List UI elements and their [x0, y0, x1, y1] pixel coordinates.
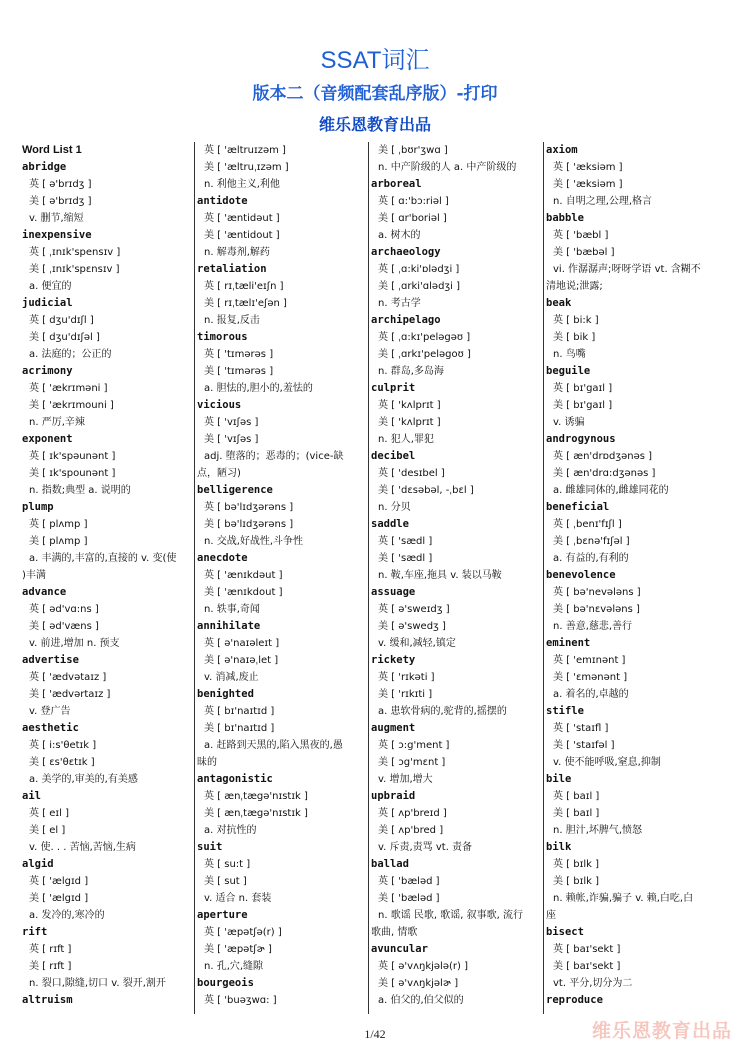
- pronunciation: 英 [ ə'sweɪdʒ ]: [378, 604, 450, 615]
- definition: n. 鸟嘴: [553, 349, 586, 360]
- pronunciation: 英 [ 'ædvətaɪz ]: [29, 672, 107, 683]
- pronunciation: 美 [ 'æltruˌɪzəm ]: [204, 162, 289, 173]
- definition: n. 报复,反击: [204, 315, 260, 326]
- definition: n. 孔,穴,缝隙: [204, 961, 264, 972]
- headword: eminent: [546, 637, 591, 649]
- definition: n. 轶事,奇闻: [204, 604, 260, 615]
- definition: v. 诱骗: [553, 417, 585, 428]
- pronunciation: 英 [ 'bæləd ]: [378, 876, 440, 887]
- headword: axiom: [546, 144, 578, 156]
- pronunciation: 英 [ ˌɑ:kɪ'peləgəʊ ]: [378, 332, 471, 343]
- pronunciation: 美 [ 'kʌlprɪt ]: [378, 417, 441, 428]
- headword: retaliation: [197, 263, 267, 275]
- pronunciation: 英 [ 'æksiəm ]: [553, 162, 623, 173]
- headword: aesthetic: [22, 722, 79, 734]
- pronunciation: 美 [ 'vɪʃəs ]: [204, 434, 259, 445]
- pronunciation: 英 [ baɪ'sekt ]: [553, 944, 621, 955]
- headword: androgynous: [546, 433, 616, 445]
- watermark-logo: 维乐恩教育出品: [591, 1020, 732, 1042]
- definition: vt. 平分,切分为二: [553, 978, 633, 989]
- definition: a. 赶路到天黑的,陷入黑夜的,愚: [204, 740, 343, 751]
- pronunciation: 英 [ 'tɪmərəs ]: [204, 349, 274, 360]
- pronunciation: 美 [ ɑr'boriəl ]: [378, 213, 447, 224]
- definition: vi. 作潺潺声;呀呀学语 vt. 含糊不: [553, 264, 701, 275]
- column-divider: [194, 142, 195, 1014]
- pronunciation: 英 [ 'staɪfl ]: [553, 723, 609, 734]
- definition: a. 患软骨病的,驼背的,摇摆的: [378, 706, 507, 717]
- headword: inexpensive: [22, 229, 92, 241]
- definition: a. 有益的,有利的: [553, 553, 629, 564]
- pronunciation: 英 [ 'kʌlprɪt ]: [378, 400, 441, 411]
- pronunciation: 美 [ dʒu'dɪʃəl ]: [29, 332, 100, 343]
- pronunciation: 英 [ 'æpətʃə(r) ]: [204, 927, 282, 938]
- pronunciation: 美 [ 'rɪkɪti ]: [378, 689, 433, 700]
- document-header: [0, 46, 750, 136]
- list-heading: Word List 1: [22, 144, 82, 156]
- pronunciation: 美 [ bik ]: [553, 332, 596, 343]
- definition: v. 斥责,责骂 vt. 责备: [378, 842, 473, 853]
- pronunciation: 英 [ 'ækrɪməni ]: [29, 383, 108, 394]
- definition: n. 指数;典型 a. 说明的: [29, 485, 131, 496]
- document-title: SSAT词汇: [320, 47, 430, 74]
- column-3: [371, 142, 541, 1014]
- pronunciation: 英 [ ˌɑ:ki'ɒlədʒi ]: [378, 264, 460, 275]
- pronunciation: 美 [ bə'lɪdʒərəns ]: [204, 519, 294, 530]
- definition: v. 缓和,减轻,镇定: [378, 638, 456, 649]
- definition: v. 消减,废止: [204, 672, 259, 683]
- definition: adj. 堕落的；恶毒的；(vice-缺: [204, 451, 344, 462]
- pronunciation: 英 [ plʌmp ]: [29, 519, 88, 530]
- pronunciation: 英 [ 'bæbl ]: [553, 230, 609, 241]
- definition: v. 适合 n. 套装: [204, 893, 272, 904]
- headword: annihilate: [197, 620, 261, 632]
- pronunciation: 英 [ 'emɪnənt ]: [553, 655, 626, 666]
- definition: n. 善意,慈悲,善行: [553, 621, 633, 632]
- headword: upbraid: [371, 790, 416, 802]
- definition: n. 利他主义,利他: [204, 179, 280, 190]
- headword: reproduce: [546, 994, 603, 1006]
- pronunciation: 英 [ ˌɪnɪk'spensɪv ]: [29, 247, 121, 258]
- pronunciation: 英 [ əd'vɑ:ns ]: [29, 604, 99, 615]
- headword: exponent: [22, 433, 73, 445]
- headword: ail: [22, 790, 41, 802]
- headword: stifle: [546, 705, 584, 717]
- definition-continued: 歌曲, 情歌: [371, 927, 418, 938]
- definition: n. 赖帐,诈骗,骗子 v. 赖,白吃,白: [553, 893, 694, 904]
- pronunciation: 美 [ bɪ'gaɪl ]: [553, 400, 613, 411]
- pronunciation: 美 [ ə'naɪəˌlet ]: [204, 655, 279, 666]
- pronunciation: 英 [ 'vɪʃəs ]: [204, 417, 259, 428]
- column-4: [546, 142, 716, 1014]
- headword: beak: [546, 297, 572, 309]
- headword: bisect: [546, 926, 584, 938]
- headword: augment: [371, 722, 416, 734]
- definition: v. 前进,增加 n. 预支: [29, 638, 120, 649]
- column-divider: [368, 142, 369, 1014]
- pronunciation: 美 [ ɔg'mɛnt ]: [378, 757, 446, 768]
- headword: saddle: [371, 518, 409, 530]
- headword: beguile: [546, 365, 591, 377]
- headword: archipelago: [371, 314, 441, 326]
- pronunciation: 英 [ rɪˌtæli'eɪʃn ]: [204, 281, 284, 292]
- pronunciation: 美 [ æn'drɑ:dʒənəs ]: [553, 468, 656, 479]
- pronunciation: 英 [ bə'nevələns ]: [553, 587, 641, 598]
- headword: arboreal: [371, 178, 422, 190]
- definition: n. 鞍,车座,拖具 v. 装以马鞍: [378, 570, 502, 581]
- pronunciation: 美 [ ˌɪnɪk'spɛnsɪv ]: [29, 264, 120, 275]
- definition: n. 解毒剂,解药: [204, 247, 270, 258]
- pronunciation: 英 [ dʒu'dɪʃl ]: [29, 315, 94, 326]
- pronunciation: 英 [ ɔ:g'ment ]: [378, 740, 450, 751]
- definition: v. 使不能呼吸,窒息,抑制: [553, 757, 661, 768]
- pronunciation: 美 [ ə'swedʒ ]: [378, 621, 446, 632]
- headword: culprit: [371, 382, 416, 394]
- pronunciation: 美 [ əd'væns ]: [29, 621, 99, 632]
- headword: beneficial: [546, 501, 610, 513]
- pronunciation: 英 [ 'æntidəut ]: [204, 213, 280, 224]
- definition: v. 登广告: [29, 706, 71, 717]
- pronunciation: 美 [ 'ækrɪmouni ]: [29, 400, 114, 411]
- headword: aperture: [197, 909, 248, 921]
- word-list-columns: [22, 142, 724, 1014]
- definition-continued: 座: [546, 910, 556, 921]
- headword: bourgeois: [197, 977, 254, 989]
- pronunciation: 美 [ 'æntidout ]: [204, 230, 280, 241]
- definition: n. 考古学: [378, 298, 421, 309]
- definition: a. 发冷的,寒冷的: [29, 910, 105, 921]
- headword: antidote: [197, 195, 248, 207]
- headword: rickety: [371, 654, 416, 666]
- pronunciation: 英 [ 'sædl ]: [378, 536, 433, 547]
- pronunciation: 美 [ plʌmp ]: [29, 536, 88, 547]
- pronunciation: 美 [ ˌɑrkɪ'peləgoʊ ]: [378, 349, 471, 360]
- pronunciation: 美 [ 'dɛsəbəl, -ˌbɛl ]: [378, 485, 474, 496]
- definition: a. 便宜的: [29, 281, 72, 292]
- pronunciation: 美 [ ʌp'bred ]: [378, 825, 444, 836]
- headword: advance: [22, 586, 67, 598]
- pronunciation: 美 [ 'æksiəm ]: [553, 179, 623, 190]
- definition: n. 中产阶级的人 a. 中产阶级的: [378, 162, 517, 173]
- definition: n. 裂口,隙缝,切口 v. 裂开,割开: [29, 978, 166, 989]
- headword: plump: [22, 501, 54, 513]
- definition: n. 胆汁,坏脾气,愤怒: [553, 825, 643, 836]
- pronunciation: 英 [ bɪ'naɪtɪd ]: [204, 706, 275, 717]
- pronunciation: 英 [ 'æltruɪzəm ]: [204, 145, 286, 156]
- headword: vicious: [197, 399, 242, 411]
- definition: a. 树木的: [378, 230, 421, 241]
- pronunciation: 英 [ ə'naɪəleɪt ]: [204, 638, 280, 649]
- pronunciation: 英 [ ʌp'breɪd ]: [378, 808, 447, 819]
- definition: n. 群岛,多岛海: [378, 366, 444, 377]
- headword: advertise: [22, 654, 79, 666]
- definition: a. 美学的,审美的,有美感: [29, 774, 138, 785]
- headword: bile: [546, 773, 572, 785]
- headword: rift: [22, 926, 48, 938]
- definition: n. 严厉,辛辣: [29, 417, 85, 428]
- pronunciation: 美 [ ɛs'θɛtɪk ]: [29, 757, 95, 768]
- pronunciation: 美 [ 'ædvərtaɪz ]: [29, 689, 111, 700]
- definition: v. 增加,增大: [378, 774, 433, 785]
- pronunciation: 英 [ 'desɪbel ]: [378, 468, 445, 479]
- document-subtitle: 版本二（音频配套乱序版）-打印: [252, 84, 498, 104]
- definition: n. 犯人,罪犯: [378, 434, 434, 445]
- headword: assuage: [371, 586, 416, 598]
- pronunciation: 美 [ 'æpətʃɚ ]: [204, 944, 272, 955]
- pronunciation: 美 [ sut ]: [204, 876, 247, 887]
- definition-continued: 清地说;泄露;: [546, 281, 603, 292]
- definition: n. 交战,好战性,斗争性: [204, 536, 304, 547]
- headword: acrimony: [22, 365, 73, 377]
- pronunciation: 美 [ bɪ'naɪtɪd ]: [204, 723, 275, 734]
- pronunciation: 美 [ 'ælgɪd ]: [29, 893, 89, 904]
- pronunciation: 美 [ rɪft ]: [29, 961, 72, 972]
- headword: judicial: [22, 297, 73, 309]
- pronunciation: 英 [ i:s'θetɪk ]: [29, 740, 97, 751]
- column-2: [197, 142, 367, 1014]
- definition: a. 胆怯的,胆小的,羞怯的: [204, 383, 313, 394]
- pronunciation: 英 [ bɪ'gaɪl ]: [553, 383, 613, 394]
- pronunciation: 英 [ eɪl ]: [29, 808, 69, 819]
- definition: a. 伯父的,伯父似的: [378, 995, 464, 1006]
- pronunciation: 美 [ bə'nɛvələns ]: [553, 604, 640, 615]
- headword: abridge: [22, 161, 67, 173]
- pronunciation: 美 [ baɪl ]: [553, 808, 600, 819]
- pronunciation: 英 [ ˌbenɪ'fɪʃl ]: [553, 519, 622, 530]
- pronunciation: 美 [ baɪ'sekt ]: [553, 961, 621, 972]
- publisher-line: 维乐恩教育出品: [318, 115, 431, 134]
- column-1: [22, 142, 192, 1014]
- headword: avuncular: [371, 943, 428, 955]
- definition: v. 使. . . 苦恼,苦恼,生病: [29, 842, 136, 853]
- pronunciation: 美 [ ə'brɪdʒ ]: [29, 196, 92, 207]
- pronunciation: 美 [ ə'vʌŋkjəlɚ ]: [378, 978, 459, 989]
- pronunciation: 英 [ ɪk'spəunənt ]: [29, 451, 116, 462]
- headword: babble: [546, 212, 584, 224]
- pronunciation: 美 [ ænˌtægə'nɪstɪk ]: [204, 808, 308, 819]
- definition: v. 删节,缩短: [29, 213, 84, 224]
- headword: suit: [197, 841, 223, 853]
- pronunciation: 美 [ ˌbɛnə'fɪʃəl ]: [553, 536, 630, 547]
- pronunciation: 英 [ ænˌtægə'nɪstɪk ]: [204, 791, 308, 802]
- pronunciation: 美 [ ˌbʊr'ʒwɑ ]: [378, 145, 448, 156]
- pronunciation: 美 [ 'tɪmərəs ]: [204, 366, 274, 377]
- definition: a. 着名的,卓越的: [553, 689, 629, 700]
- pronunciation: 英 [ 'ælgɪd ]: [29, 876, 89, 887]
- definition-continued: 点，陋习): [197, 468, 241, 479]
- pronunciation: 英 [ bə'lɪdʒərəns ]: [204, 502, 294, 513]
- pronunciation: 美 [ el ]: [29, 825, 66, 836]
- definition-continued: 昧的: [197, 757, 217, 768]
- definition: a. 雌雄同体的,雌雄同花的: [553, 485, 669, 496]
- pronunciation: 英 [ baɪl ]: [553, 791, 600, 802]
- definition: a. 丰满的,丰富的,直接的 v. 变(使: [29, 553, 177, 564]
- definition: n. 自明之理,公理,格言: [553, 196, 653, 207]
- column-divider: [543, 142, 544, 1014]
- pronunciation: 美 [ ɪk'spounənt ]: [29, 468, 116, 479]
- pronunciation: 美 [ 'staɪfəl ]: [553, 740, 615, 751]
- pronunciation: 英 [ rɪft ]: [29, 944, 72, 955]
- headword: antagonistic: [197, 773, 273, 785]
- pronunciation: 英 [ 'buəʒwɑ: ]: [204, 995, 277, 1006]
- headword: algid: [22, 858, 54, 870]
- pronunciation: 美 [ 'bæbəl ]: [553, 247, 615, 258]
- headword: timorous: [197, 331, 248, 343]
- headword: benevolence: [546, 569, 616, 581]
- pronunciation: 英 [ ɑ:'bɔ:riəl ]: [378, 196, 449, 207]
- definition: n. 歌谣 民歌, 歌谣, 叙事歌, 流行: [378, 910, 523, 921]
- headword: benighted: [197, 688, 254, 700]
- pronunciation: 英 [ ə'brɪdʒ ]: [29, 179, 92, 190]
- pronunciation: 美 [ 'sædl ]: [378, 553, 433, 564]
- definition-continued: )丰满: [22, 570, 46, 581]
- pronunciation: 英 [ bi:k ]: [553, 315, 599, 326]
- headword: belligerence: [197, 484, 273, 496]
- headword: bilk: [546, 841, 572, 853]
- pronunciation: 美 [ 'ɛmənənt ]: [553, 672, 628, 683]
- headword: ballad: [371, 858, 409, 870]
- pronunciation: 英 [ bɪlk ]: [553, 859, 599, 870]
- pronunciation: 美 [ rɪˌtælɪ'eʃən ]: [204, 298, 287, 309]
- pronunciation: 美 [ 'ænɪkdout ]: [204, 587, 283, 598]
- definition: a. 法庭的；公正的: [29, 349, 112, 360]
- definition: n. 分贝: [378, 502, 411, 513]
- pronunciation: 美 [ bɪlk ]: [553, 876, 599, 887]
- pronunciation: 英 [ æn'drɒdʒənəs ]: [553, 451, 653, 462]
- pronunciation: 英 [ ə'vʌŋkjələ(r) ]: [378, 961, 468, 972]
- page-number: 1/42: [364, 1027, 386, 1041]
- pronunciation: 美 [ ˌɑrki'ɑlədʒi ]: [378, 281, 461, 292]
- pronunciation: 美 [ 'bæləd ]: [378, 893, 440, 904]
- headword: decibel: [371, 450, 416, 462]
- pronunciation: 英 [ 'rɪkəti ]: [378, 672, 435, 683]
- headword: archaeology: [371, 246, 441, 258]
- definition: a. 对抗性的: [204, 825, 257, 836]
- headword: altruism: [22, 994, 73, 1006]
- headword: anecdote: [197, 552, 248, 564]
- pronunciation: 英 [ 'ænɪkdəut ]: [204, 570, 283, 581]
- pronunciation: 英 [ su:t ]: [204, 859, 251, 870]
